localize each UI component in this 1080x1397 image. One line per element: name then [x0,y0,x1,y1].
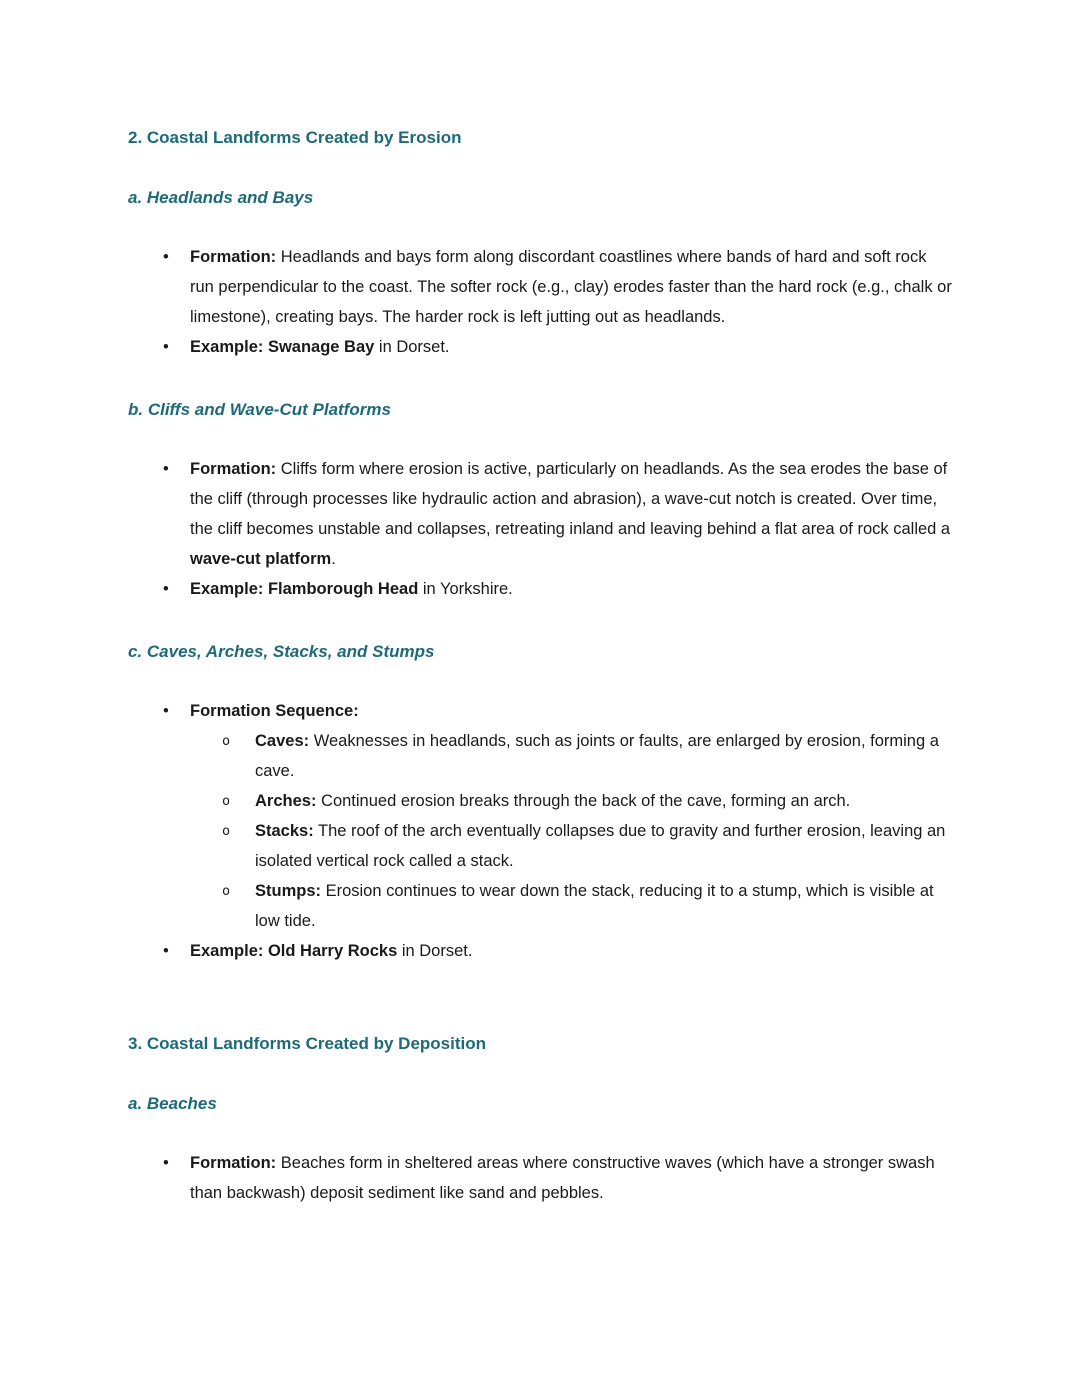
bold-text-run: Stumps: [255,882,321,900]
bold-text-run: Formation: [190,1154,277,1172]
bullet-marker: • [163,338,169,356]
section-heading: 2. Coastal Landforms Created by Erosion [128,128,462,147]
bullet-marker: • [163,580,169,598]
text-run: The roof of the arch eventually collapses due to gravity and further erosion, leaving an isolated vertical rock called a stack. [255,822,946,870]
subsection-heading: a. Beaches [128,1094,217,1113]
bullet-list-item [128,696,953,726]
bold-text-run: Example: Swanage Bay [190,338,375,356]
sub-bullet-list-item [128,786,953,816]
circle-bullet-marker: o [222,793,231,809]
bullet-list-item [128,242,953,332]
circle-bullet-marker: o [222,733,231,749]
text-run: Headlands and bays form along discordant coastlines where bands of hard and soft rock run perpendicular to the coast. The softer rock (e.g., clay) erodes faster than the hard rock (e.g., chalk or limestone), creating bays. The harder rock is left jutting out as headlands. [190,248,952,326]
sub-bullet-list-item [128,876,953,936]
text-run: Cliffs form where erosion is active, particularly on headlands. As the sea erodes the base of the cliff (through processes like hydraulic action and abrasion), a wave-cut notch is created. Over time, the cliff becomes unstable and collapses, retreating inland and leaving behind a flat area of rock called a [190,460,951,538]
bold-text-run: Example: Old Harry Rocks [190,942,398,960]
subsection-heading: b. Cliffs and Wave-Cut Platforms [128,400,391,419]
bullet-list-item [128,936,953,966]
text-run: Erosion continues to wear down the stack, reducing it to a stump, which is visible at low tide. [255,882,934,930]
bullet-marker: • [163,460,169,478]
subsection-heading: a. Headlands and Bays [128,188,314,207]
circle-bullet-marker: o [222,883,231,899]
bold-text-run: Caves: [255,732,310,750]
text-run: in Yorkshire. [418,580,513,598]
bullet-list-item [128,332,953,362]
bullet-marker: • [163,942,169,960]
bold-text-run: Formation Sequence: [190,702,359,720]
text-run: . [331,550,336,568]
bullet-list-item [128,574,953,604]
text-run: Weaknesses in headlands, such as joints or faults, are enlarged by erosion, forming a cave. [255,732,939,780]
text-run: Continued erosion breaks through the back of the cave, forming an arch. [316,792,851,810]
text-run: Beaches form in sheltered areas where constructive waves (which have a stronger swash than backwash) deposit sediment like sand and pebbles. [190,1154,935,1202]
bold-text-run: Stacks: [255,822,314,840]
sub-bullet-list-item [128,816,953,876]
text-run: in Dorset. [397,942,473,960]
sub-bullet-list-item [128,726,953,786]
bold-text-run: Formation: [190,460,277,478]
text-run: in Dorset. [374,338,450,356]
bold-text-run: Example: Flamborough Head [190,580,419,598]
bullet-list-item [128,454,953,574]
bullet-marker: • [163,1154,169,1172]
bold-text-run: Formation: [190,248,277,266]
bold-text-run: wave-cut platform [190,550,332,568]
bold-text-run: Arches: [255,792,317,810]
bullet-marker: • [163,702,169,720]
bullet-marker: • [163,248,169,266]
circle-bullet-marker: o [222,823,231,839]
subsection-heading: c. Caves, Arches, Stacks, and Stumps [128,642,435,661]
section-heading: 3. Coastal Landforms Created by Deposition [128,1034,487,1053]
bullet-list-item [128,1148,953,1208]
